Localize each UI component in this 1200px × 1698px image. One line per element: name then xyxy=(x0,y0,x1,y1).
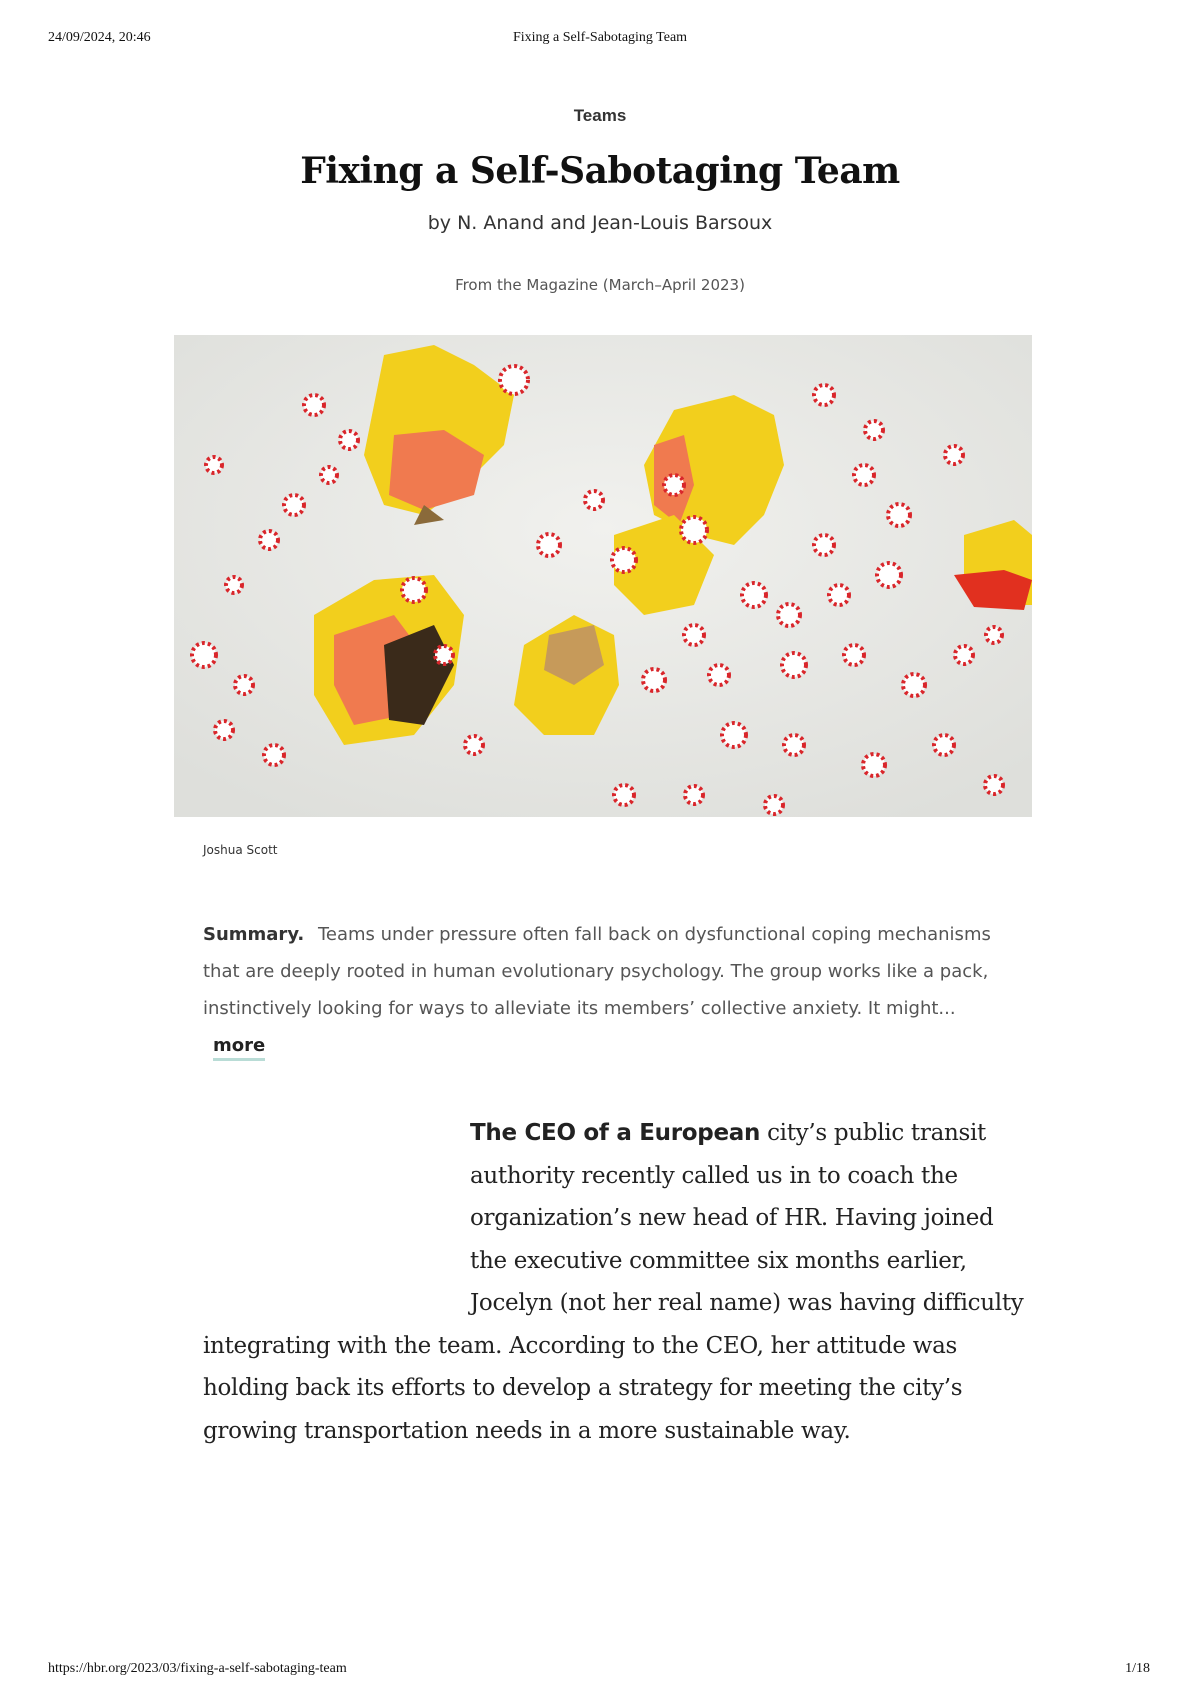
print-url[interactable]: https://hbr.org/2023/03/fixing-a-self-sabotaging-team xyxy=(48,1661,347,1676)
article-title: Fixing a Self-Sabotaging Team xyxy=(300,150,900,192)
body-lead-in: The CEO of a European xyxy=(470,1120,761,1146)
summary-more-link[interactable]: more xyxy=(213,1035,265,1061)
body-indent-spacer xyxy=(203,1112,470,1316)
summary-label: Summary. xyxy=(203,924,305,945)
pinata-illustration xyxy=(174,335,1032,817)
article-byline: by N. Anand and Jean-Louis Barsoux xyxy=(427,212,773,234)
print-page-title: Fixing a Self-Sabotaging Team xyxy=(512,30,688,45)
image-credit: Joshua Scott xyxy=(203,843,278,857)
print-page-number: 1/18 xyxy=(1125,1661,1150,1676)
body-paragraph: city’s public transit authority recently called us in to coach the organization’s new head of HR. Having joined the executive committee six months earlier, Jocelyn (not her real name) was having difficulty integrating with the team. According to the CEO, her attitude was holding back its efforts to develop a strategy for meeting the city’s growing transportation needs in a more sustainable way. xyxy=(203,1120,1024,1444)
summary-text: Teams under pressure often fall back on dysfunctional coping mechanisms that are deeply rooted in human evolutionary psychology. The group works like a pack, instinctively looking for ways to alleviate its members’ collective anxiety. It might... xyxy=(203,924,991,1019)
print-datetime: 24/09/2024, 20:46 xyxy=(48,30,151,45)
article-summary xyxy=(203,916,1013,1064)
hero-image xyxy=(174,335,1032,817)
section-label[interactable]: Teams xyxy=(573,106,627,125)
print-footer xyxy=(0,1661,1200,1681)
article-body xyxy=(203,1112,1033,1452)
print-header xyxy=(0,30,1200,50)
magazine-issue: From the Magazine (March–April 2023) xyxy=(455,276,745,294)
